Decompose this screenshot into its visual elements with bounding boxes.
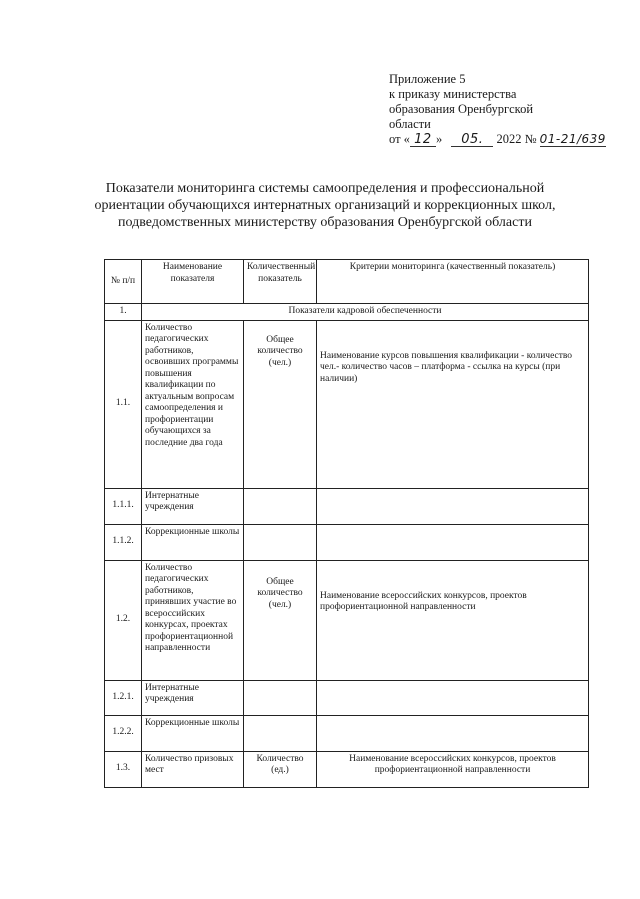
row-num: 1.3. — [105, 751, 142, 787]
table-header-row — [105, 260, 589, 304]
row-num: 1.1.1. — [105, 488, 142, 524]
row-qty — [244, 488, 317, 524]
row-name: Количество педагогических работников, освоивших программы повышения квалификации по актуальным вопросам самоопределения и профориентации обучающихся за последние два года — [142, 320, 244, 488]
row-num: 1.2. — [105, 560, 142, 680]
row-criteria: Наименование всероссийских конкурсов, проектов профориентационной направленности — [317, 560, 589, 680]
header-qty: Количественный показатель — [244, 260, 317, 304]
title-line-2: ориентации обучающихся интернатных организаций и коррекционных школ, — [94, 198, 556, 213]
table-row — [105, 320, 589, 488]
row-name: Коррекционные школы — [142, 524, 244, 560]
date-prefix: от « — [389, 132, 410, 146]
row-num: 1.1.2. — [105, 524, 142, 560]
title-line-1: Показатели мониторинга системы самоопределения и профессиональной — [105, 181, 545, 196]
table-row — [105, 488, 589, 524]
row-criteria — [317, 680, 589, 715]
section-row — [105, 304, 589, 321]
date-day: 12 — [410, 133, 436, 147]
row-name: Количество педагогических работников, принявших участие во всероссийских конкурсах, проектах профориентационной направленности — [142, 560, 244, 680]
monitoring-table — [104, 259, 589, 788]
header-num: № п/п — [105, 260, 142, 304]
appendix-date-line — [389, 132, 609, 147]
date-year: 2022 № — [496, 132, 537, 146]
appendix-region: области — [389, 117, 431, 131]
row-qty — [244, 680, 317, 715]
appendix-title: Приложение 5 — [389, 72, 466, 86]
table-row — [105, 524, 589, 560]
row-name: Количество призовых мест — [142, 751, 244, 787]
header-criteria: Критерии мониторинга (качественный показатель) — [317, 260, 589, 304]
row-name: Интернатные учреждения — [142, 680, 244, 715]
appendix-ministry: образования Оренбургской — [389, 102, 534, 116]
row-qty — [244, 715, 317, 751]
table-row — [105, 680, 589, 715]
date-month: 05. — [451, 133, 493, 147]
row-num: 1.2.1. — [105, 680, 142, 715]
row-num: 1.2.2. — [105, 715, 142, 751]
order-number: 01-21/639 — [539, 132, 606, 146]
row-criteria: Наименование всероссийских конкурсов, проектов профориентационной направленности — [317, 751, 589, 787]
title-line-3: подведомственных министерству образования Оренбургской области — [118, 215, 532, 230]
row-criteria — [317, 715, 589, 751]
row-qty: Общее количество (чел.) — [244, 320, 317, 488]
row-name: Интернатные учреждения — [142, 488, 244, 524]
row-qty: Общее количество (чел.) — [244, 560, 317, 680]
row-name: Коррекционные школы — [142, 715, 244, 751]
table-row — [105, 715, 589, 751]
header-name: Наименование показателя — [142, 260, 244, 304]
date-mid: » — [435, 132, 443, 146]
row-criteria: Наименование курсов повышения квалификации - количество чел.- количество часов – платформа - ссылка на курсы (при наличии) — [317, 320, 589, 488]
appendix-order-ref: к приказу министерства — [389, 87, 517, 101]
row-num: 1.1. — [105, 320, 142, 488]
table-row — [105, 560, 589, 680]
table-row — [105, 751, 589, 787]
section-num: 1. — [105, 304, 142, 321]
appendix-block — [389, 72, 609, 147]
row-qty — [244, 524, 317, 560]
section-label: Показатели кадровой обеспеченности — [142, 304, 589, 321]
row-qty: Количество (ед.) — [244, 751, 317, 787]
row-criteria — [317, 524, 589, 560]
row-criteria — [317, 488, 589, 524]
document-title — [60, 180, 590, 231]
